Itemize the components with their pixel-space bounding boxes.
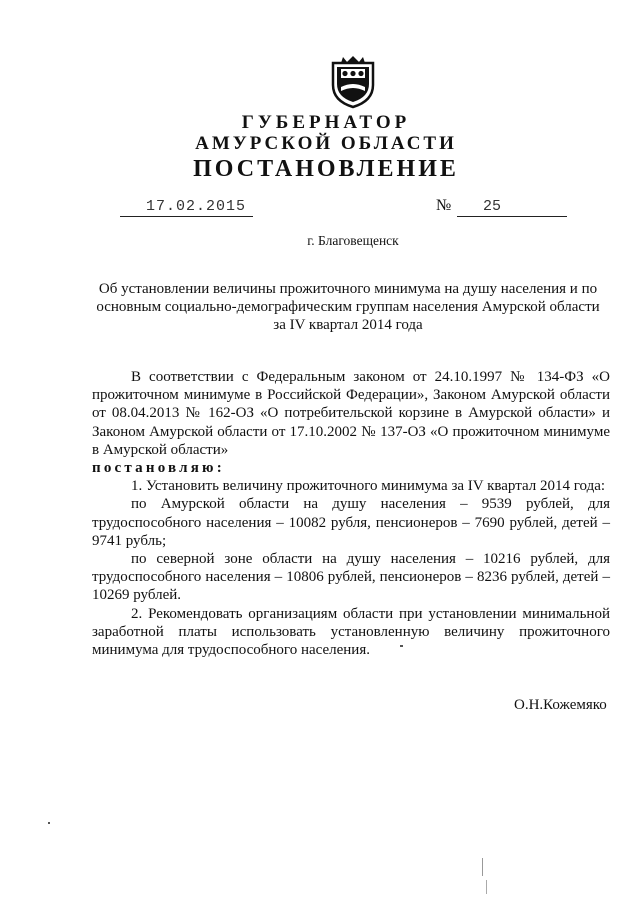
- number-sign: №: [436, 197, 452, 214]
- decree-date: 17.02.2015: [146, 198, 247, 215]
- decree-date-field: [120, 198, 253, 217]
- decree-title: [90, 280, 606, 334]
- item-1-amur-paragraph: по Амурской области на душу населения – 9539 рублей, для трудоспособного населения – 10082 рубля, пенсионеров – 7690 рублей, детей – 9741 рубль;: [92, 496, 610, 549]
- item-2-paragraph: 2. Рекомендовать организациям области при установлении минимальной заработной платы использовать установленную величину прожиточного минимума для трудоспособного населения.: [92, 605, 610, 659]
- decree-body: [92, 368, 610, 659]
- governor-heading: ГУБЕРНАТОР: [241, 112, 411, 133]
- scan-speck: [486, 880, 487, 894]
- title-line: основным социально-демографическим группам населения Амурской области: [96, 299, 600, 315]
- preamble-paragraph: В соответствии с Федеральным законом от 24.10.1997 № 134-ФЗ «О прожиточном минимуме в Российской Федерации», Законом Амурской области от 08.04.2013 № 162-ОЗ «О потребительской корзине в Амурской области» и Законом Амурской области от 17.10.2002 № 137-ОЗ «О прожиточном минимуме в Амурской области»: [92, 369, 610, 458]
- signatory-name: О.Н.Кожемяко: [514, 697, 607, 713]
- coat-of-arms-icon: [329, 55, 377, 109]
- decree-number: 25: [483, 198, 502, 215]
- decree-number-field: [457, 198, 567, 217]
- decree-word: постановляю:: [92, 460, 225, 477]
- item-1-paragraph: 1. Установить величину прожиточного минимума за IV квартал 2014 года:: [131, 478, 606, 495]
- title-line: Об установлении величины прожиточного минимума на душу населения и по: [98, 281, 598, 297]
- region-heading: АМУРСКОЙ ОБЛАСТИ: [195, 133, 457, 154]
- title-line: за IV квартал 2014 года: [273, 317, 423, 333]
- city-line: г. Благовещенск: [307, 233, 399, 248]
- scan-speck: [482, 858, 483, 876]
- scan-speck: [400, 645, 403, 647]
- item-1-north-paragraph: по северной зоне области на душу населения – 10216 рублей, для трудоспособного населения – 10806 рублей, пенсионеров – 8236 рублей, детей – 10269 рублей.: [92, 551, 610, 604]
- scan-speck: [48, 822, 50, 824]
- document-type-heading: ПОСТАНОВЛЕНИЕ: [193, 156, 459, 182]
